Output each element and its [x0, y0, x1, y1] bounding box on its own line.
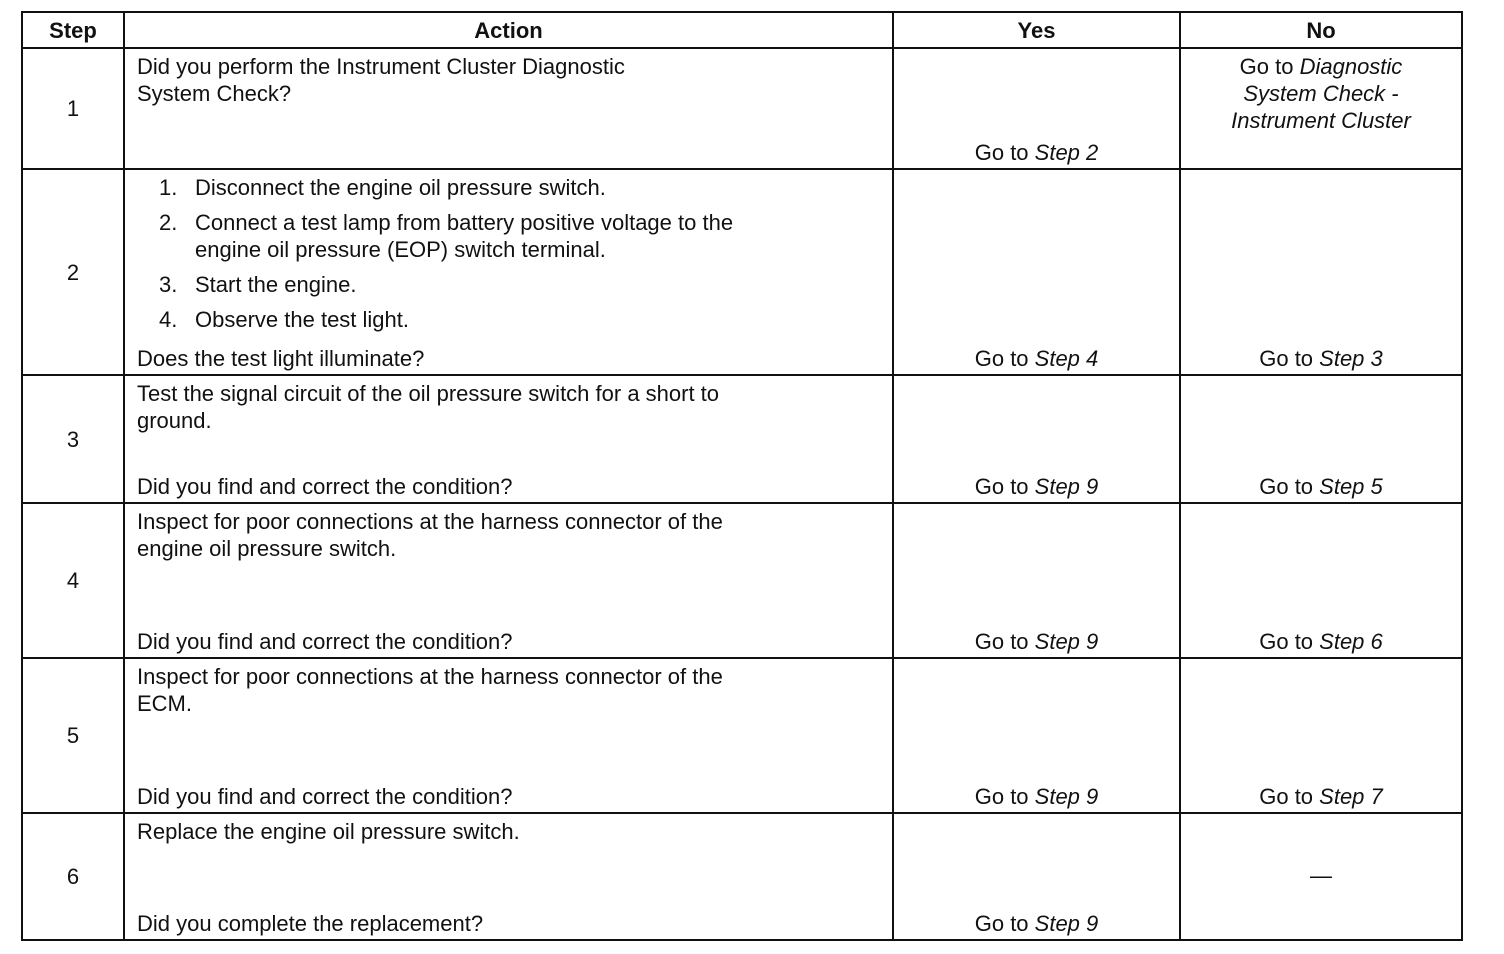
yes-step-link[interactable]: Step 9 — [1034, 474, 1099, 499]
sub-step-number: 2. — [159, 210, 178, 235]
action-question: Did you complete the replacement? — [137, 911, 484, 936]
action-cell — [124, 503, 893, 658]
sub-step — [137, 271, 882, 298]
header-step: Step — [22, 12, 124, 48]
no-line-ref: Diagnostic — [1299, 54, 1403, 79]
no-reference[interactable] — [1181, 53, 1461, 134]
no-cell — [1180, 48, 1462, 169]
table-row — [22, 169, 1462, 375]
yes-prefix: Go to — [974, 140, 1035, 165]
no-cell — [1180, 169, 1462, 375]
action-question: Did you find and correct the condition? — [137, 629, 513, 654]
yes-cell — [893, 48, 1180, 169]
no-line: Instrument Cluster — [1231, 108, 1411, 133]
yes-prefix: Go to — [974, 346, 1035, 371]
yes-prefix: Go to — [974, 911, 1035, 936]
sub-step — [137, 306, 882, 333]
action-question: Did you find and correct the condition? — [137, 784, 513, 809]
action-cell — [124, 169, 893, 375]
action-question: Does the test light illuminate? — [137, 346, 425, 371]
yes-step-link[interactable]: Step 2 — [1034, 140, 1099, 165]
yes-cell — [893, 169, 1180, 375]
no-dash: — — [1310, 863, 1332, 888]
action-line: Replace the engine oil pressure switch. — [137, 819, 520, 844]
no-step-link[interactable]: Step 7 — [1319, 784, 1383, 809]
step-number: 3 — [22, 375, 124, 503]
no-prefix: Go to — [1259, 629, 1320, 654]
yes-prefix: Go to — [974, 629, 1035, 654]
action-cell — [124, 48, 893, 169]
action-line: ECM. — [137, 691, 192, 716]
header-action: Action — [124, 12, 893, 48]
yes-step-link[interactable]: Step 9 — [1034, 629, 1099, 654]
no-step-link[interactable]: Step 3 — [1319, 346, 1383, 371]
yes-prefix: Go to — [974, 474, 1035, 499]
yes-cell — [893, 658, 1180, 813]
header-row — [22, 12, 1462, 48]
yes-step-link[interactable]: Step 9 — [1034, 784, 1099, 809]
action-cell — [124, 658, 893, 813]
yes-step-link[interactable]: Step 9 — [1034, 911, 1099, 936]
sub-step — [137, 174, 882, 201]
no-step-link[interactable]: Step 6 — [1319, 629, 1383, 654]
step-number: 6 — [22, 813, 124, 940]
yes-prefix: Go to — [974, 784, 1035, 809]
sub-step-line: Observe the test light. — [195, 307, 409, 332]
no-prefix: Go to — [1259, 784, 1320, 809]
sub-step-line: Disconnect the engine oil pressure switch. — [195, 175, 606, 200]
table-row — [22, 503, 1462, 658]
no-cell — [1180, 813, 1462, 940]
sub-step-line: engine oil pressure (EOP) switch terminal. — [195, 237, 606, 262]
yes-cell — [893, 813, 1180, 940]
no-prefix: Go to — [1259, 346, 1320, 371]
sub-step-number: 4. — [159, 307, 178, 332]
action-line: ground. — [137, 408, 212, 433]
action-line: Test the signal circuit of the oil pressure switch for a short to — [137, 381, 720, 406]
yes-cell — [893, 375, 1180, 503]
header-yes: Yes — [893, 12, 1180, 48]
action-line: System Check? — [137, 81, 292, 106]
no-step-link[interactable]: Step 5 — [1319, 474, 1383, 499]
yes-step-link[interactable]: Step 4 — [1034, 346, 1099, 371]
no-cell — [1180, 658, 1462, 813]
sub-step-line: Connect a test lamp from battery positive voltage to the — [195, 210, 734, 235]
action-line: Did you perform the Instrument Cluster Diagnostic — [137, 54, 625, 79]
action-cell — [124, 375, 893, 503]
no-cell — [1180, 503, 1462, 658]
no-line-plain: Go to — [1239, 54, 1300, 79]
table-row — [22, 813, 1462, 940]
sub-step-number: 3. — [159, 272, 178, 297]
no-cell — [1180, 375, 1462, 503]
sub-step-number: 1. — [159, 175, 178, 200]
no-line: System Check - — [1243, 81, 1399, 106]
sub-step-list — [137, 170, 882, 333]
step-number: 2 — [22, 169, 124, 375]
action-question: Did you find and correct the condition? — [137, 474, 513, 499]
table-row — [22, 48, 1462, 169]
step-number: 5 — [22, 658, 124, 813]
action-line: engine oil pressure switch. — [137, 536, 397, 561]
table-row — [22, 375, 1462, 503]
action-line: Inspect for poor connections at the harness connector of the — [137, 509, 723, 534]
diagnostic-table — [21, 11, 1463, 941]
no-prefix: Go to — [1259, 474, 1320, 499]
table-row — [22, 658, 1462, 813]
sub-step-line: Start the engine. — [195, 272, 357, 297]
yes-cell — [893, 503, 1180, 658]
step-number: 4 — [22, 503, 124, 658]
action-line: Inspect for poor connections at the harness connector of the — [137, 664, 723, 689]
step-number: 1 — [22, 48, 124, 169]
no-line — [1181, 53, 1461, 80]
sub-step — [137, 209, 882, 263]
action-cell — [124, 813, 893, 940]
header-no: No — [1180, 12, 1462, 48]
